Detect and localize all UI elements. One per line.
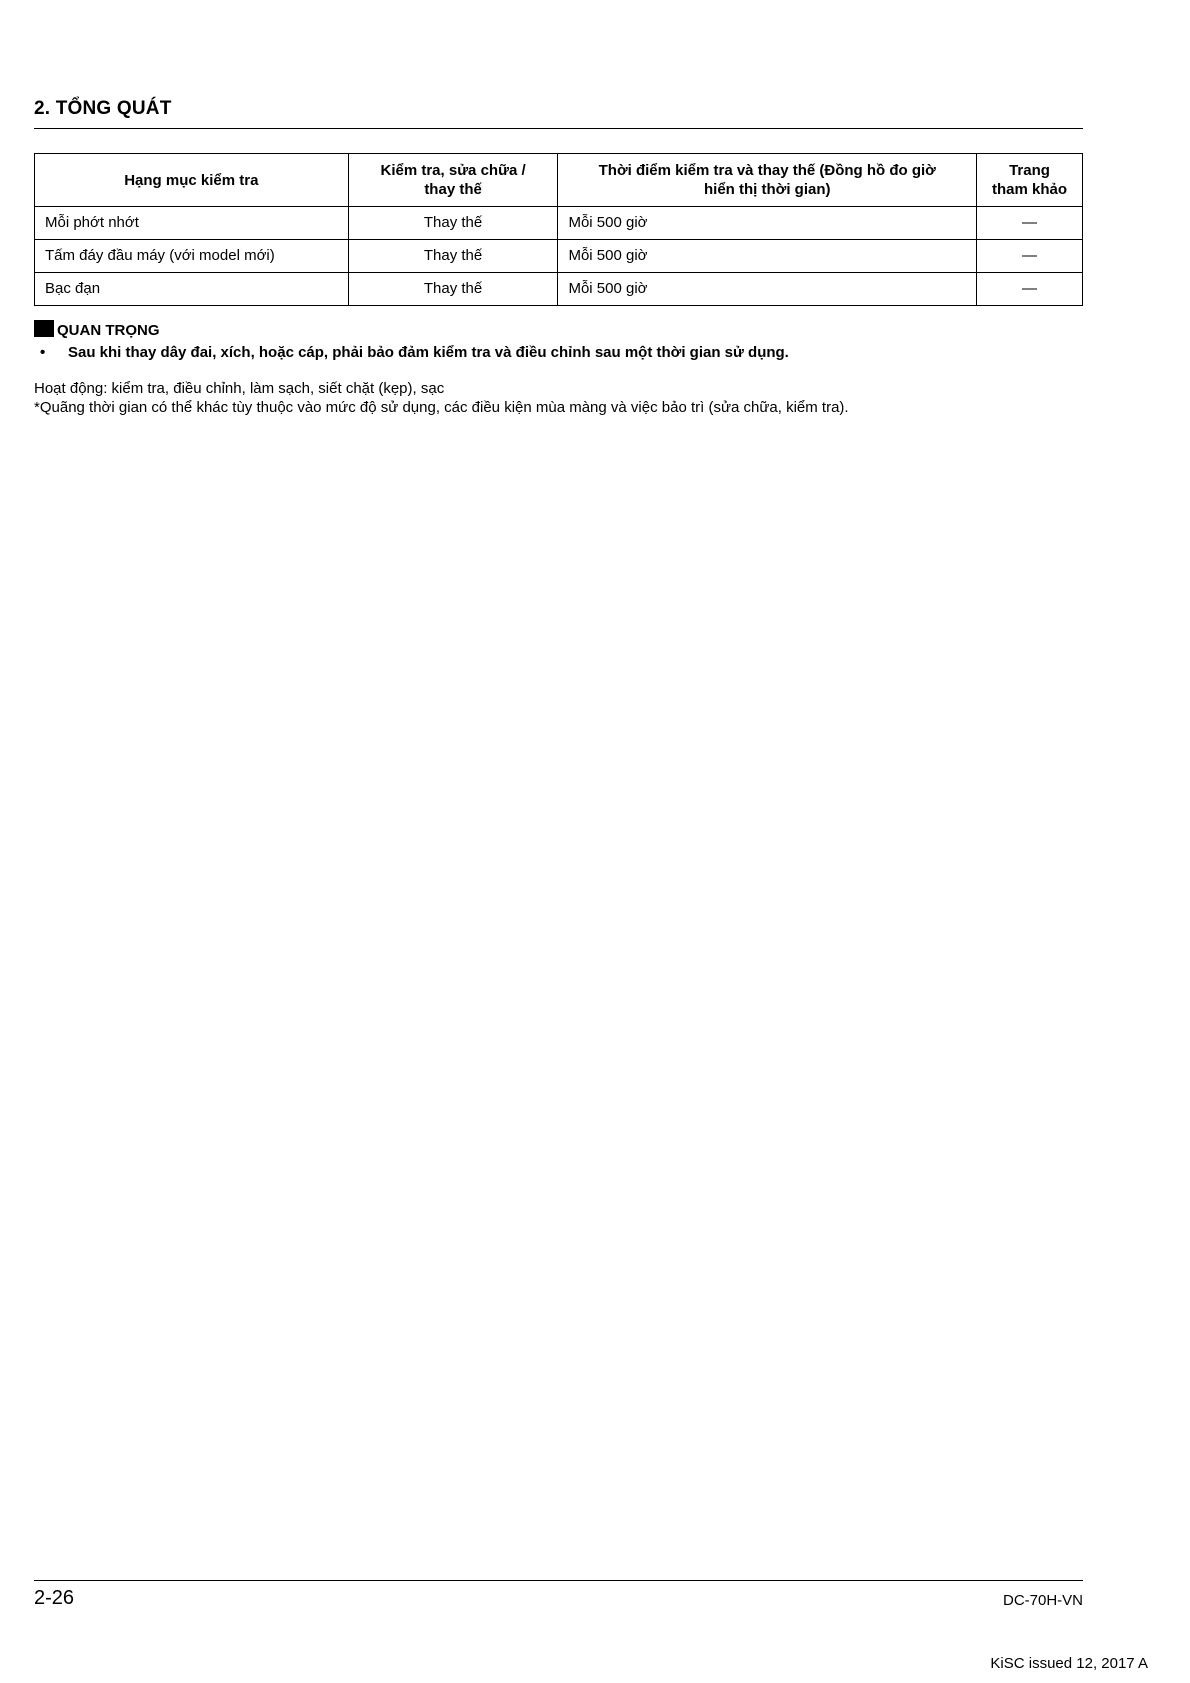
title-divider — [34, 128, 1083, 129]
footer-divider — [34, 1580, 1083, 1581]
issued-label: KiSC issued 12, 2017 A — [990, 1655, 1148, 1672]
cell-ref: — — [977, 273, 1083, 306]
important-square-icon — [34, 320, 54, 337]
header-timing: Thời điểm kiểm tra và thay thế (Đồng hồ đo giờ hiển thị thời gian) — [558, 154, 977, 207]
cell-ref: — — [977, 207, 1083, 240]
inspection-table — [34, 153, 1083, 306]
section-title: 2. TỔNG QUÁT — [34, 98, 172, 119]
header-reference-page: Trang tham khảo — [977, 154, 1083, 207]
important-text: Sau khi thay dây đai, xích, hoặc cáp, phải bảo đảm kiểm tra và điều chỉnh sau một thời gian sử dụng. — [68, 344, 789, 361]
important-heading — [34, 322, 160, 339]
cell-timing: Mỗi 500 giờ — [558, 207, 977, 240]
header-check-repair-replace: Kiểm tra, sửa chữa / thay thế — [348, 154, 558, 207]
document-code: DC-70H-VN — [1002, 1592, 1083, 1609]
table-row — [35, 207, 1083, 240]
page-number: 2-26 — [34, 1587, 75, 1609]
important-bullet-item — [40, 344, 789, 361]
table-row — [35, 273, 1083, 306]
cell-timing: Mỗi 500 giờ — [558, 273, 977, 306]
cell-action: Thay thế — [348, 240, 558, 273]
cell-action: Thay thế — [348, 207, 558, 240]
important-label: QUAN TRỌNG — [57, 322, 160, 339]
cell-item: Tấm đáy đầu máy (với model mới) — [35, 240, 349, 273]
note-operations: Hoạt động: kiểm tra, điều chỉnh, làm sạch, siết chặt (kẹp), sạc — [34, 380, 445, 397]
table-header-row — [35, 154, 1083, 207]
bullet-icon: • — [40, 344, 46, 361]
cell-action: Thay thế — [348, 273, 558, 306]
cell-item: Mỗi phớt nhớt — [35, 207, 349, 240]
cell-ref: — — [977, 240, 1083, 273]
cell-item: Bạc đạn — [35, 273, 349, 306]
table-row — [35, 240, 1083, 273]
cell-timing: Mỗi 500 giờ — [558, 240, 977, 273]
header-inspection-item: Hạng mục kiểm tra — [35, 154, 349, 207]
note-interval: *Quãng thời gian có thể khác tùy thuộc vào mức độ sử dụng, các điều kiện mùa màng và việc bảo trì (sửa chữa, kiểm tra). — [34, 399, 849, 416]
